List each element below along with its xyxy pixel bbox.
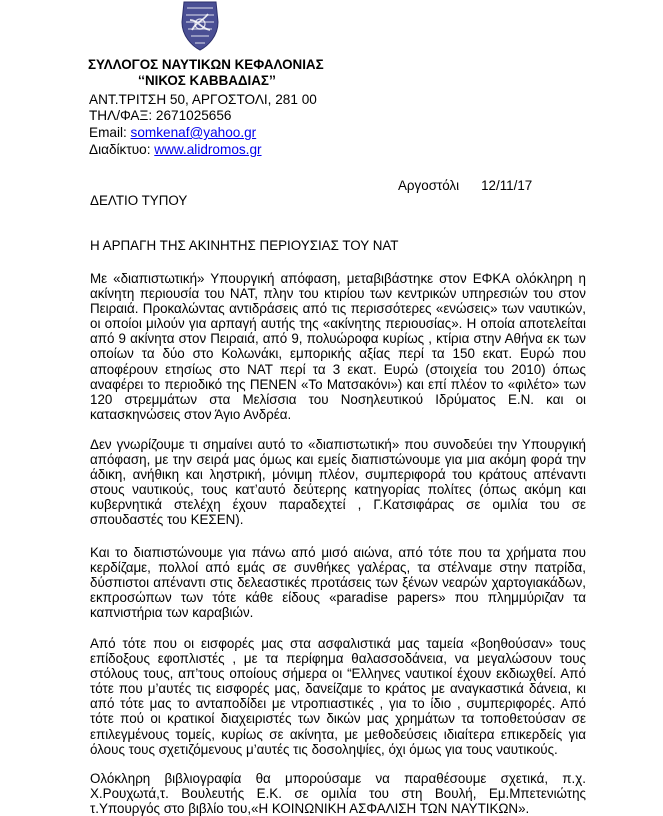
paragraph-3: Και το διαπιστώνουμε για πάνω από μισό αιώνα, από τότε που τα χρήματα που κερδίζαμε, πολλοί από εμάς σε συνθήκες γαλέρας, τα στέλναμε στην πατρίδα, δύσπιστοι απέναντι στις δελεαστικές προτάσεις των ξένων νεαρών χαρτογιακάδων, εκπροσώπων των τότε κάθε είδους «paradise papers» που πλημμύριζαν τα καπνιστήρια των καραβιών. — [90, 545, 586, 621]
association-name: ΣΥΛΛΟΓΟΣ ΝΑΥΤΙΚΩΝ ΚΕΦΑΛΟΝΙΑΣ — [88, 57, 324, 72]
paragraph-5: Ολόκληρη βιβλιογραφία θα μπορούσαμε να παραθέσουμε σχετικά, π.χ. Χ.Ρουχωτά,τ. Βουλευτής Ε.Κ. σε ομιλία του στη Βουλή, Εμ.Μπετενιώτης τ.Υπουργός στο βιβλίο του,«Η ΚΟΙΝΩΝΙΚΗ ΑΣΦΑΛΙΣΗ ΤΩΝ ΝΑΥΤΙΚΩΝ». — [90, 771, 586, 816]
association-logo — [178, 0, 222, 52]
dateline — [398, 178, 532, 193]
dateline-place: Αργοστόλι — [398, 178, 460, 193]
email-label: Email: — [89, 125, 131, 140]
article-headline: Η ΑΡΠΑΓΗ ΤΗΣ ΑΚΙΝΗΤΗΣ ΠΕΡΙΟΥΣΙΑΣ ΤΟΥ ΝΑΤ — [90, 238, 399, 253]
association-subtitle: ‘‘ΝΙΚΟΣ ΚΑΒΒΑΔΙΑΣ’’ — [138, 73, 276, 88]
paragraph-1: Με «διαπιστωτική» Υπουργική απόφαση, μεταβιβάστηκε στον ΕΦΚΑ ολόκληρη η ακίνητη περιουσία του ΝΑΤ, πλην του κτιρίου των κεντρικών υπηρεσιών του στον Πειραιά. Προκαλώντας αντιδράσεις από τις περισσότερες «ενώσεις» των ναυτικών, οι οποίοι μιλούν για αρπαγή αυτής της «ακίνητης περιουσίας». Η οποία αποτελείται από 9 ακίνητα στον Πειραιά, από 9, πολυώροφα κυρίως , κτίρια στην Αθήνα εκ των οποίων τα δύο στο Κολωνάκι, εμπορικής αξίας περί τα 150 εκατ. Ευρώ που αποφέρουν ετησίως στο ΝΑΤ περί τα 3 εκατ. Ευρώ (στοιχεία του 2010) όπως αναφέρει το περιοδικό της ΠΕΝΕΝ «Το Ματσακόνι») και επί πλέον το «φιλέτο» των 120 στρεμμάτων στα Μελίσσια του Νοσηλευτικού Ιδρύματος Ε.Ν. και οι κατασκηνώσεις στον Άγιο Ανδρέα. — [90, 271, 586, 422]
website-label: Διαδίκτυο: — [89, 142, 155, 157]
paragraph-2: Δεν γνωρίζουμε τι σημαίνει αυτό το «διαπιστωτική» που συνοδεύει την Υπουργική απόφαση, με την σειρά μας όμως και εμείς διαπιστώνουμε για μια ακόμη φορά την άδικη, ανήθικη και ληστρική, μόνιμη πλέον, συμπεριφορά του κράτους απέναντι στους ναυτικούς, τους κατ’αυτό δεύτερης κατηγορίας πολίτες (όπως ακόμη και κυβερνητικά στελέχη έχουν παραδεχτεί , Γ.Κατσιφάρας σε ομιλία του σε σπουδαστές του ΚΕΣΕΝ). — [90, 437, 586, 528]
email-line — [89, 125, 256, 140]
website-link[interactable]: www.alidromos.gr — [154, 142, 262, 157]
dateline-date: 12/11/17 — [481, 178, 533, 193]
phone-line: ΤΗΛ/ΦΑΞ: 2671025656 — [89, 108, 232, 123]
email-link[interactable]: somkenaf@yahoo.gr — [130, 125, 257, 140]
paragraph-4: Από τότε που οι εισφορές μας στα ασφαλιστικά μας ταμεία «βοηθούσαν» τους επίδοξους εφοπλιστές , με τα περίφημα θαλασσοδάνεια, να μεγαλώσουν τους στόλους τους, απ’τους οποίους σήμερα οι “Ελληνες ναυτικοί έχουν εκδιωχθεί. Από τότε που μ’αυτές τις εισφορές μας, δανείζαμε το κράτος με αναγκαστικά δάνεια, κι από τότε μας το ανταποδίδει με ντροπιαστικές , για το ίδιο , συμπεριφορές. Από τότε πού οι κρατικοί διαχειριστές των δικών μας χρημάτων τα τοποθετούσαν σε επιλεγμένους τομείς, κυρίως σε ακίνητα, με μεθοδεύσεις ιδιαίτερα επικερδείς για όλους τους σχετιζόμενους μ’αυτές τις δοσοληψίες, όχι όμως για τους ναυτικούς. — [90, 636, 586, 757]
website-line — [89, 142, 262, 157]
address-line: ΑΝΤ.ΤΡΙΤΣΗ 50, ΑΡΓΟΣΤΟΛΙ, 281 00 — [89, 92, 317, 107]
press-bulletin-label: ΔΕΛΤΙΟ ΤΥΠΟΥ — [90, 193, 188, 208]
